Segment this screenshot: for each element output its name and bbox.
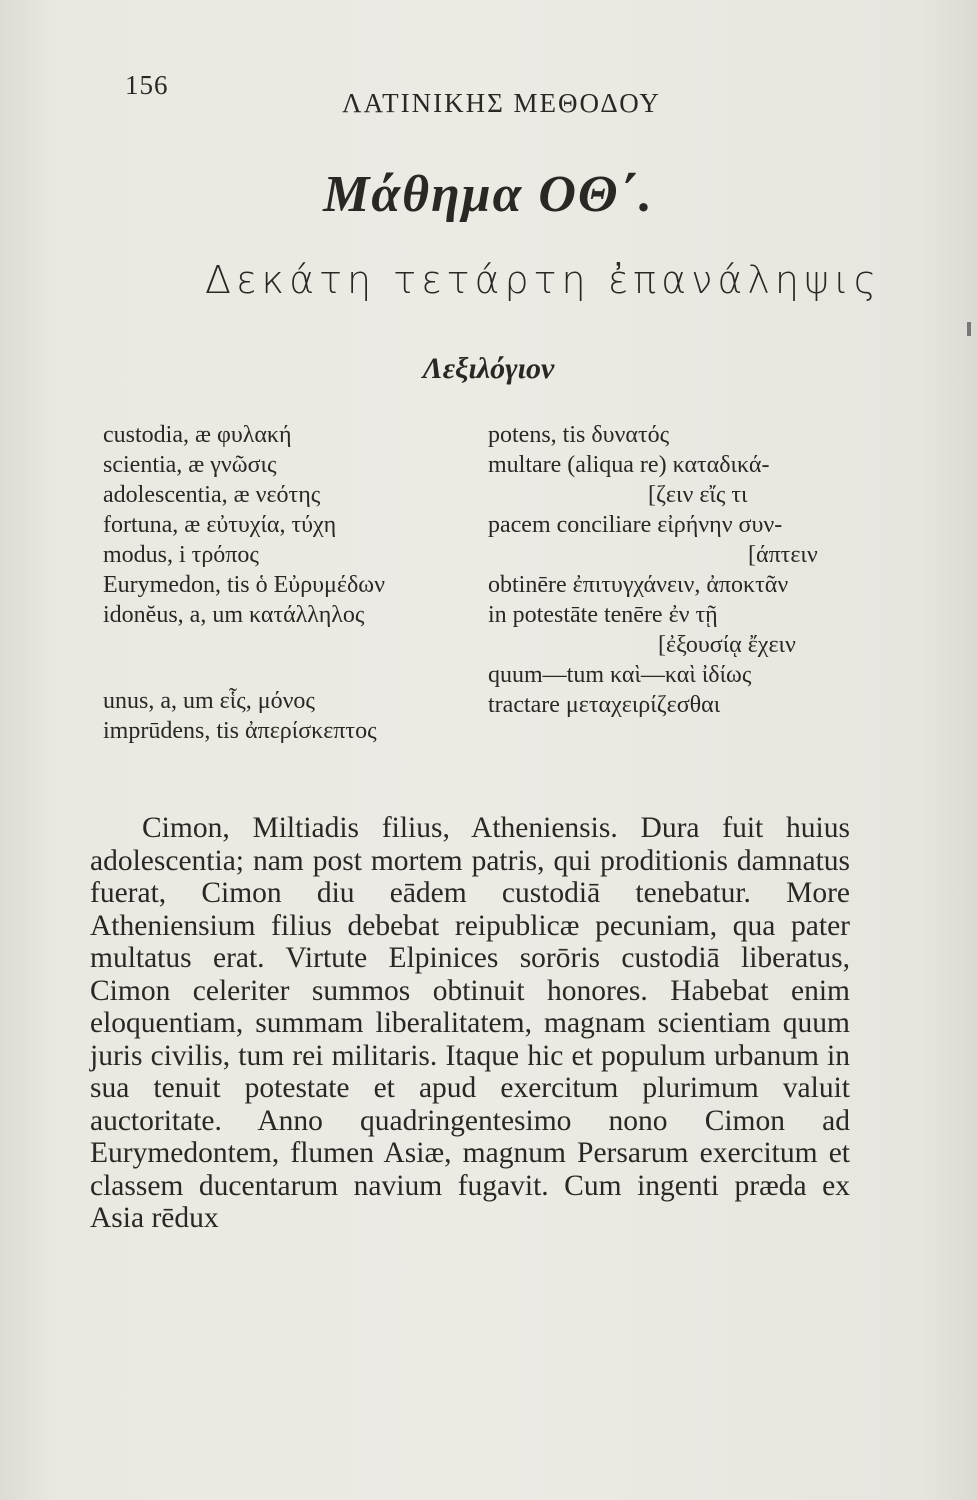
vocab-entry: pacem conciliare εἰρήνην συν- (488, 512, 783, 538)
vocab-spacer (103, 630, 385, 686)
vocab-entry: idonĕus, a, um κατάλληλος (103, 602, 365, 628)
vocab-entry: custodia, æ φυλακή (103, 422, 292, 448)
vocab-entry-continuation: [ζειν εἴς τι (648, 482, 748, 508)
vocab-entry: scientia, æ γνῶσις (103, 452, 277, 478)
review-title: Δεκάτη τετάρτη ἐπανάληψις (205, 258, 882, 302)
vocab-entry: multare (aliqua re) καταδικά- (488, 452, 770, 478)
lesson-title: Μάθημα ΟΘ΄. (323, 166, 654, 223)
page-number: 156 (125, 70, 169, 100)
vocabulary-title: Λεξιλόγιον (422, 352, 555, 385)
vocab-entry: Eurymedon, tis ὁ Εὐρυμέδων (103, 572, 385, 598)
vocab-entry: modus, i τρόπος (103, 542, 259, 568)
vocab-entry: fortuna, æ εὐτυχία, τύχη (103, 512, 337, 538)
reading-passage (90, 812, 850, 1235)
vocabulary-right-column (488, 420, 818, 720)
vocab-entry: quum—tum καὶ—καὶ ἰδίως (488, 662, 752, 688)
vocab-entry: imprūdens, tis ἀπερίσκεπτος (103, 718, 377, 744)
page-edge-mark (967, 322, 971, 336)
vocab-entry: potens, tis δυνατός (488, 422, 670, 448)
vocab-entry-continuation: [ἐξουσίᾳ ἔχειν (658, 632, 796, 658)
vocab-entry-continuation: [άπτειν (748, 542, 818, 568)
vocabulary-left-column (103, 420, 385, 746)
vocab-entry: adolescentia, æ νεότης (103, 482, 321, 508)
vocab-entry: unus, a, um εἷς, μόνος (103, 688, 315, 714)
running-head: ΛΑΤΙΝΙΚΗΣ ΜΕΘΟΔΟΥ (342, 88, 661, 118)
vocab-entry: in potestāte tenēre ἐν τῇ (488, 602, 718, 628)
vocab-entry: tractare μεταχειρίζεσθαι (488, 692, 721, 718)
vocab-entry: obtinēre ἐπιτυγχάνειν, ἀποκτᾶν (488, 572, 789, 598)
passage-text: Cimon, Miltiadis filius, Atheniensis. Dura fuit huius adolescentia; nam post mortem patris, qui proditionis damnatus fuerat, Cimon diu eādem custodiā tenebatur. More Atheniensium filius debebat reipublicæ pecuniam, qua pater multatus erat. Virtute Elpinices sorōris custodiā liberatus, Cimon celeriter summos obtinuit honores. Habebat enim eloquentiam, summam liberalitatem, magnam scientiam quum juris civilis, tum rei militaris. Itaque hic et populum urbanum in sua tenuit potestate et apud exercitum plurimum valuit auctoritate. Anno quadringentesimo nono Cimon ad Eurymedontem, flumen Asiæ, magnum Persarum exercitum et classem ducentarum navium fugavit. Cum ingenti præda ex Asia rēdux (90, 812, 850, 1234)
